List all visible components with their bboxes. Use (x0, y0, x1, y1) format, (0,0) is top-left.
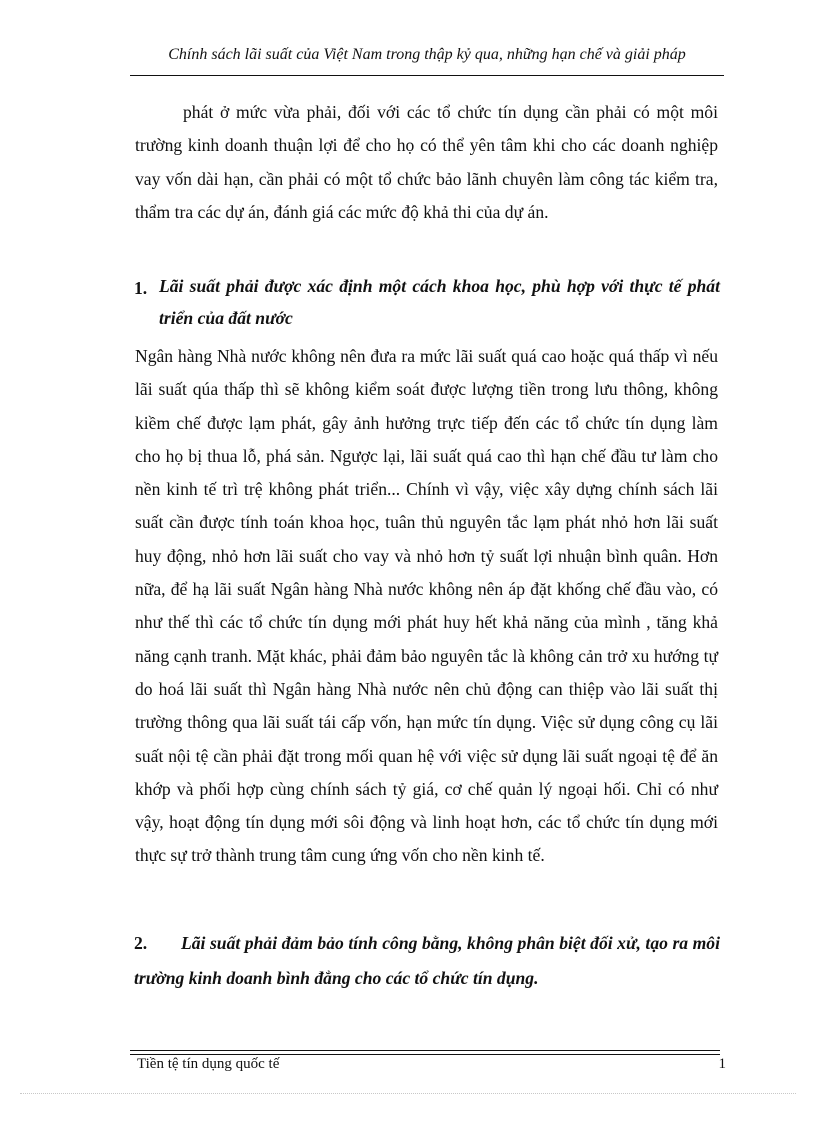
running-header: Chính sách lãi suất của Việt Nam trong thập kỷ qua, những hạn chế và giải pháp (168, 46, 686, 63)
section-heading-1-text: Lãi suất phải được xác định một cách khoa học, phù hợp với thực tế phát triển của đất nước (159, 276, 720, 328)
footer-rule-top (130, 1050, 720, 1051)
section-heading-2 (134, 926, 720, 996)
header-rule (130, 75, 724, 76)
section-heading-1 (134, 270, 720, 334)
section-heading-2-text: Lãi suất phải đảm bảo tính công bằng, không phân biệt đối xử, tạo ra môi trường kinh doanh bình đẳng cho các tổ chức tín dụng. (134, 933, 720, 988)
section-number-1: 1. (134, 278, 148, 298)
page-edge (20, 1093, 796, 1094)
page-number: 1 (718, 1056, 726, 1072)
paragraph-body: Ngân hàng Nhà nước không nên đưa ra mức lãi suất quá cao hoặc quá thấp vì nếu lãi suất qúa thấp thì sẽ không kiểm soát được lượng tiền trong lưu thông, không kiềm chế được lạm phát, gây ảnh hưởng trực tiếp đến các tổ chức tín dụng làm cho họ bị thua lỗ, phá sản. Ngược lại, lãi suất quá cao thì hạn chế đầu tư làm cho nền kinh tế trì trệ không phát triển... Chính vì vậy, việc xây dựng chính sách lãi suất cần được tính toán khoa học, tuân thủ nguyên tắc lạm phát nhỏ hơn lãi suất huy động, nhỏ hơn lãi suất cho vay và nhỏ hơn tỷ suất lợi nhuận bình quân. Hơn nữa, để hạ lãi suất Ngân hàng Nhà nước không nên áp đặt khống chế đầu vào, có như thế thì các tổ chức tín dụng mới phát huy hết khả năng của mình , tăng khả năng cạnh tranh. Mặt khác, phải đảm bảo nguyên tắc là không cản trở xu hướng tự do hoá lãi suất thì Ngân hàng Nhà nước nên chủ động can thiệp vào lãi suất thị trường thông qua lãi suất tái cấp vốn, hạn mức tín dụng. Việc sử dụng công cụ lãi suất nội tệ cần phải đặt trong mối quan hệ với việc sử dụng lãi suất ngoại tệ để ăn khớp và phối hợp cùng chính sách tỷ giá, cơ chế quản lý ngoại hối. Chỉ có như vậy, hoạt động tín dụng mới sôi động và linh hoạt hơn, các tổ chức tín dụng mới thực sự trở thành trung tâm cung ứng vốn cho nền kinh tế. (135, 346, 718, 866)
paragraph-continuation: phát ở mức vừa phải, đối với các tổ chức tín dụng cần phải có một môi trường kinh doanh thuận lợi để cho họ có thể yên tâm khi cho các doanh nghiệp vay vốn dài hạn, cần phải có một tổ chức bảo lãnh chuyên làm công tác kiểm tra, thẩm tra các dự án, đánh giá các mức độ khả thi của dự án. (135, 102, 718, 222)
running-footer: Tiền tệ tín dụng quốc tế (137, 1056, 280, 1072)
section-number-2: 2. (134, 933, 148, 953)
footer-rule-bottom (130, 1054, 720, 1055)
